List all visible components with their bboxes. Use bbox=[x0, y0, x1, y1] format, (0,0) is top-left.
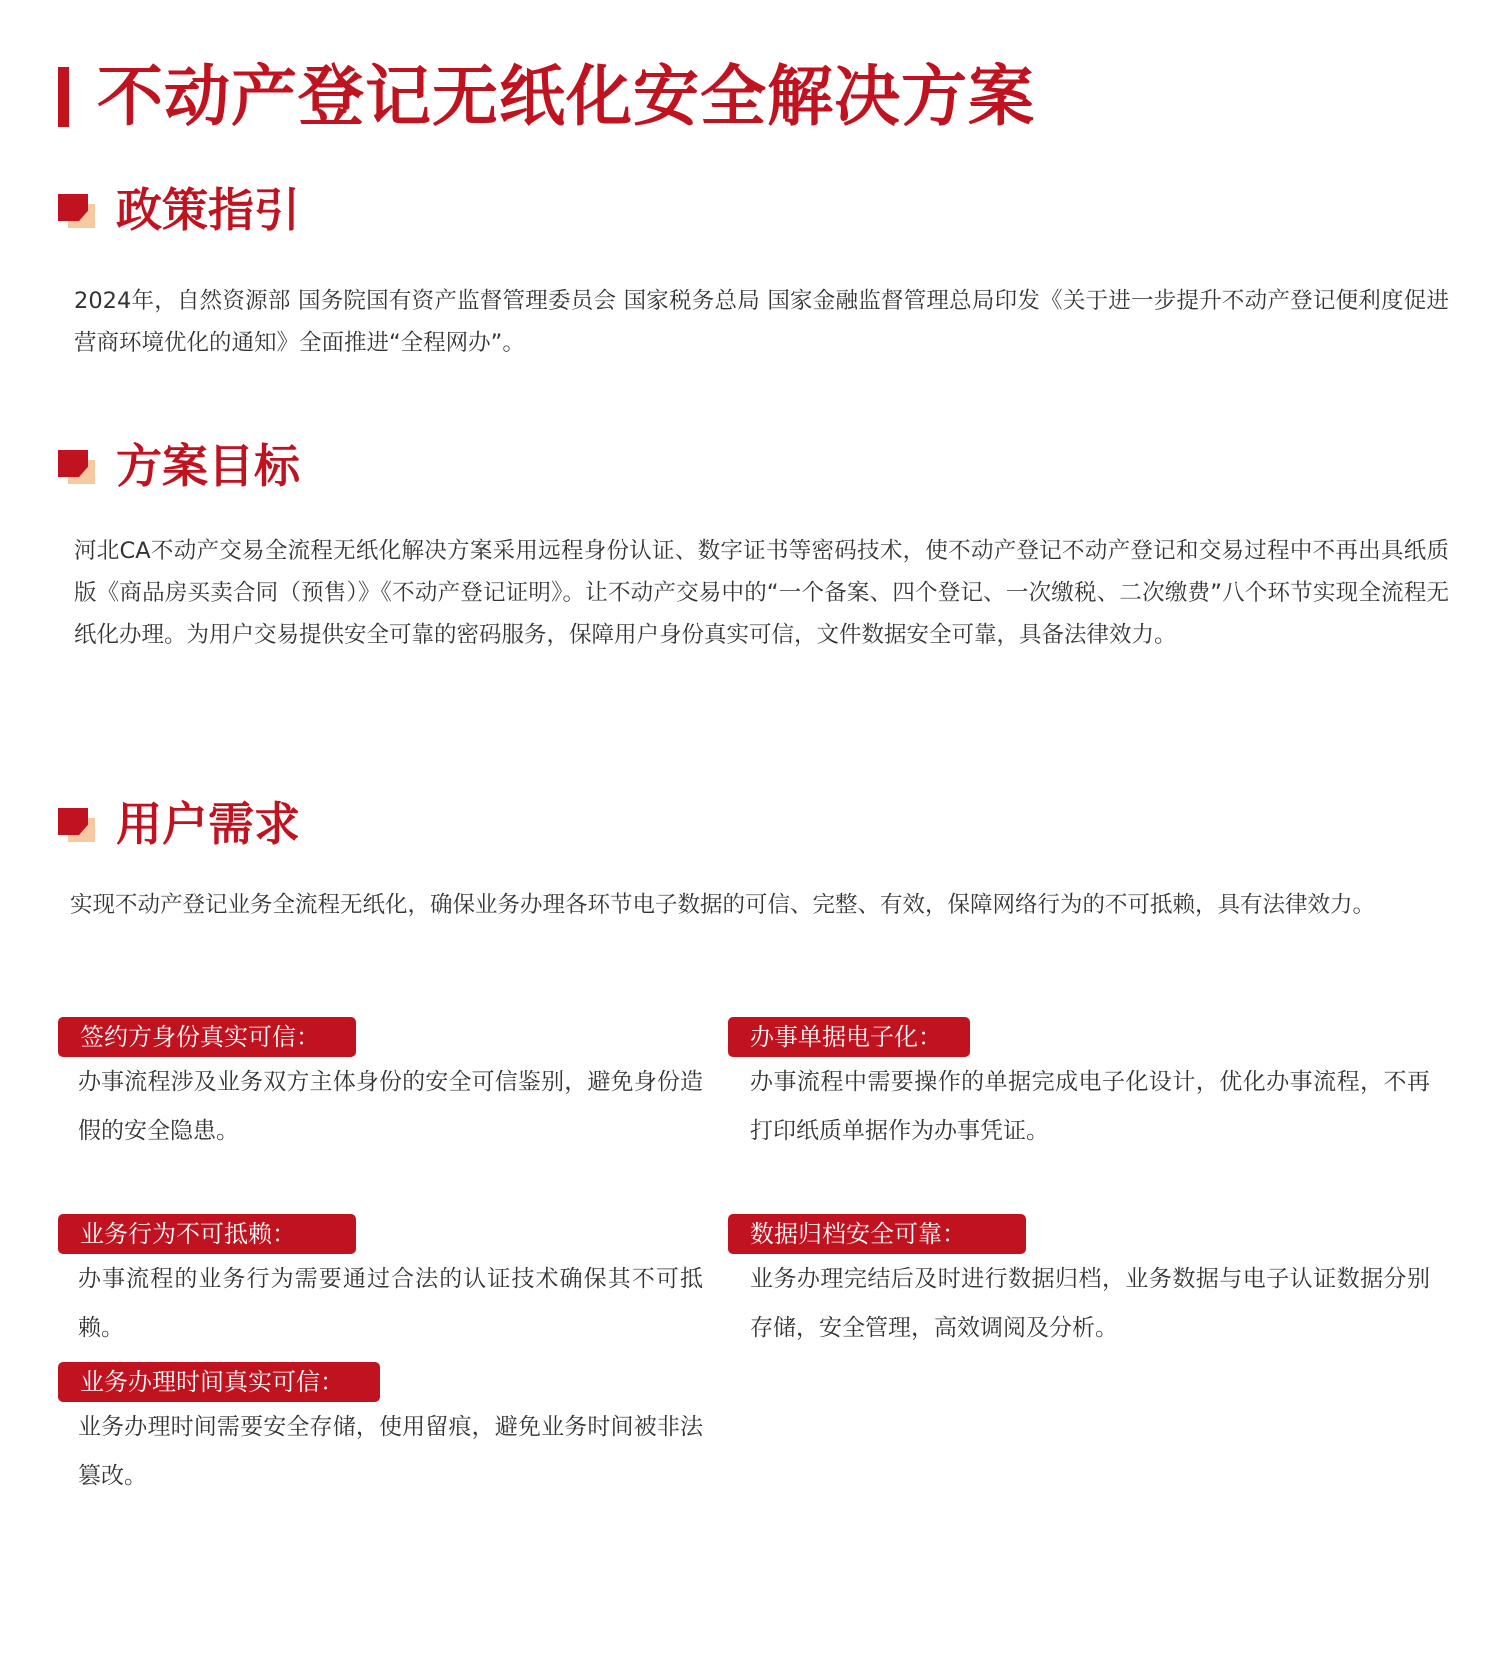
need-label-timestamp: 业务办理时间真实可信： bbox=[58, 1362, 380, 1402]
need-label-identity: 签约方身份真实可信： bbox=[58, 1017, 356, 1057]
need-label-nonrepudiation: 业务行为不可抵赖： bbox=[58, 1214, 356, 1254]
need-text-timestamp: 业务办理时间需要安全存储，使用留痕，避免业务时间被非法篡改。 bbox=[78, 1414, 703, 1489]
needs-paragraph: 实现不动产登记业务全流程无纸化，确保业务办理各环节电子数据的可信、完整、有效，保障网络行为的不可抵赖，具有法律效力。 bbox=[70, 892, 1376, 918]
page-title-block bbox=[58, 58, 1035, 136]
need-label-archive: 数据归档安全可靠： bbox=[728, 1214, 1026, 1254]
need-text-archive: 业务办理完结后及时进行数据归档，业务数据与电子认证数据分别存储，安全管理，高效调阅及分析。 bbox=[750, 1266, 1430, 1341]
section-header-needs bbox=[58, 796, 300, 852]
section-bullet-icon bbox=[58, 190, 96, 230]
section-bullet-icon bbox=[58, 446, 96, 486]
goal-paragraph: 河北CA不动产交易全流程无纸化解决方案采用远程身份认证、数字证书等密码技术，使不动产登记不动产登记和交易过程中不再出具纸质版《商品房买卖合同（预售）》《不动产登记证明》。让不动产交易中的“一个备案、四个登记、一次缴税、二次缴费”八个环节实现全流程无纸化办理。为用户交易提供安全可靠的密码服务，保障用户身份真实可信，文件数据安全可靠，具备法律效力。 bbox=[74, 538, 1449, 648]
section-title-needs: 用户需求 bbox=[116, 797, 300, 851]
need-text-digitize: 办事流程中需要操作的单据完成电子化设计，优化办事流程，不再打印纸质单据作为办事凭证。 bbox=[750, 1069, 1430, 1144]
section-header-goal bbox=[58, 438, 300, 494]
section-title-goal: 方案目标 bbox=[116, 439, 300, 493]
need-label-digitize: 办事单据电子化： bbox=[728, 1017, 970, 1057]
section-header-policy bbox=[58, 182, 300, 238]
page-title: 不动产登记无纸化安全解决方案 bbox=[97, 58, 1035, 135]
title-accent-bar bbox=[58, 67, 69, 127]
section-bullet-icon bbox=[58, 804, 96, 844]
need-text-identity: 办事流程涉及业务双方主体身份的安全可信鉴别，避免身份造假的安全隐患。 bbox=[78, 1069, 703, 1144]
policy-paragraph: 2024年，自然资源部 国务院国有资产监督管理委员会 国家税务总局 国家金融监督管理总局印发《关于进一步提升不动产登记便利度促进营商环境优化的通知》全面推进“全程网办”。 bbox=[74, 288, 1449, 356]
need-text-nonrepudiation: 办事流程的业务行为需要通过合法的认证技术确保其不可抵赖。 bbox=[78, 1266, 703, 1341]
section-title-policy: 政策指引 bbox=[116, 183, 300, 237]
